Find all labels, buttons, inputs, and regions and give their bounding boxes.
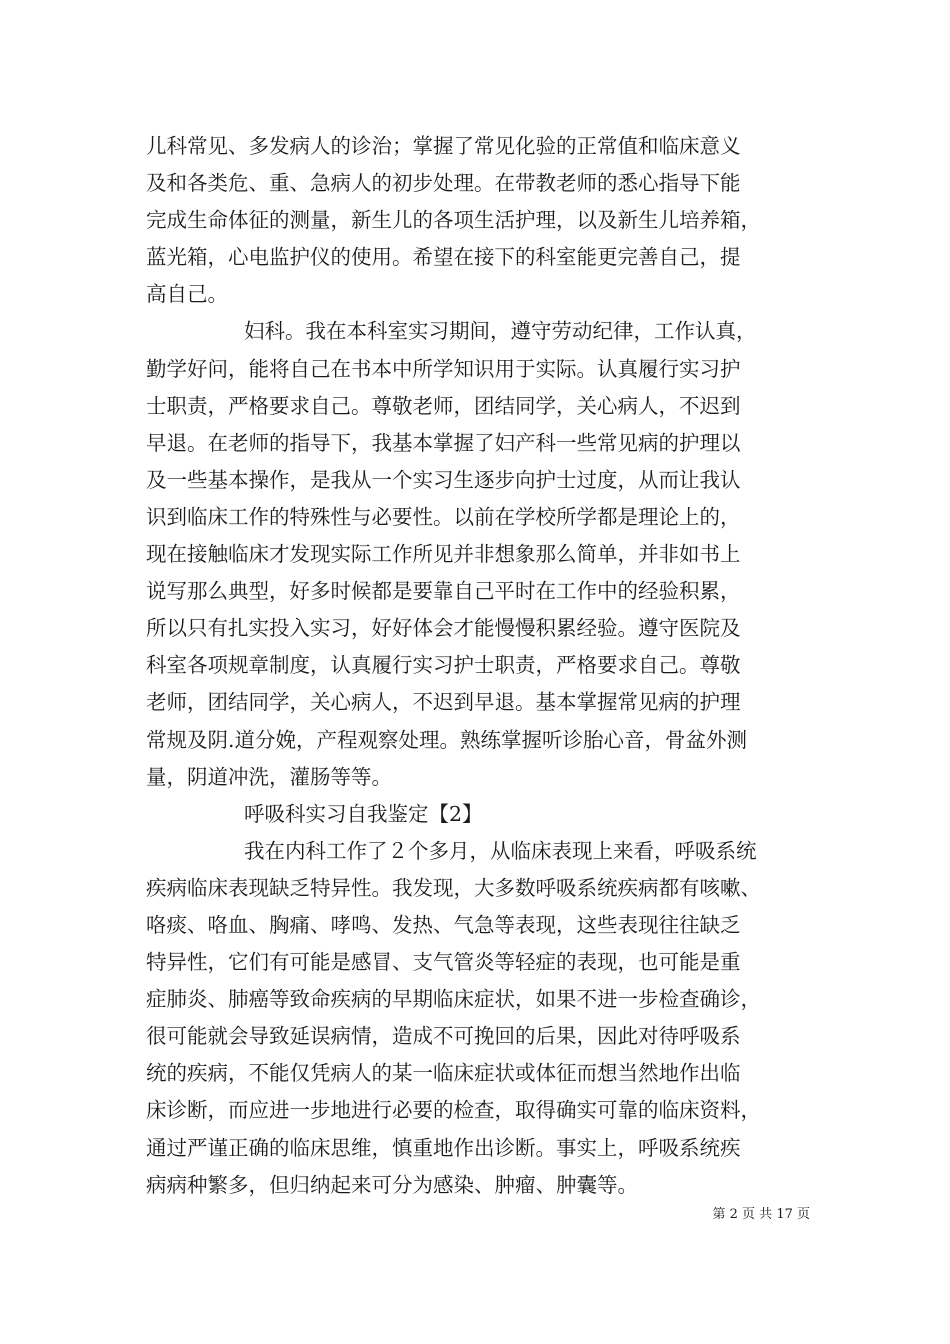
text-line: 勤学好问，能将自己在书本中所学知识用于实际。认真履行实习护 (146, 356, 741, 381)
text-line: 早退。在老师的指导下，我基本掌握了妇产科一些常见病的护理以 (146, 430, 741, 455)
text-line: 现在接触临床才发现实际工作所见并非想象那么简单，并非如书上 (146, 542, 741, 567)
text-line: 呼吸科实习自我鉴定【2】 (244, 801, 483, 826)
text-line: 老师，团结同学，关心病人，不迟到早退。基本掌握常见病的护理 (146, 690, 741, 715)
text-line: 病病种繁多，但归纳起来可分为感染、肿瘤、肿囊等。 (146, 1172, 638, 1197)
text-line: 儿科常见、多发病人的诊治；掌握了常见化验的正常值和临床意义 (146, 134, 741, 158)
text-line: 识到临床工作的特殊性与必要性。以前在学校所学都是理论上的， (146, 504, 741, 529)
text-line: 床诊断，而应进一步地进行必要的检查，取得确实可靠的临床资料， (146, 1098, 761, 1123)
text-line: 量，阴道冲洗，灌肠等等。 (146, 764, 392, 789)
text-line: 完成生命体征的测量，新生儿的各项生活护理，以及新生儿培养箱， (146, 208, 761, 233)
text-line: 很可能就会导致延误病情，造成不可挽回的后果，因此对待呼吸系 (146, 1024, 741, 1049)
text-line: 通过严谨正确的临床思维，慎重地作出诊断。事实上，呼吸系统疾 (146, 1135, 741, 1160)
text-line: 科室各项规章制度，认真履行实习护士职责，严格要求自己。尊敬 (146, 653, 741, 678)
text-line: 统的疾病，不能仅凭病人的某一临床症状或体征而想当然地作出临 (146, 1061, 741, 1086)
text-line: 特异性，它们有可能是感冒、支气管炎等轻症的表现，也可能是重 (146, 950, 741, 975)
page-number-footer: 第 2 页 共 17 页 (712, 1207, 810, 1222)
text-line: 及一些基本操作，是我从一个实习生逐步向护士过度，从而让我认 (146, 467, 741, 492)
text-line: 妇科。我在本科室实习期间，遵守劳动纪律，工作认真， (244, 319, 757, 344)
text-line: 常规及阴.道分娩，产程观察处理。熟练掌握听诊胎心音，骨盆外测 (146, 727, 748, 752)
text-line: 所以只有扎实投入实习，好好体会才能慢慢积累经验。遵守医院及 (146, 616, 741, 641)
text-line: 说写那么典型，好多时候都是要靠自己平时在工作中的经验积累， (146, 579, 741, 604)
text-line: 蓝光箱，心电监护仪的使用。希望在接下的科室能更完善自己，提 (146, 245, 741, 270)
text-line: 症肺炎、肺癌等致命疾病的早期临床症状，如果不进一步检查确诊， (146, 987, 761, 1012)
text-line: 高自己。 (146, 282, 228, 307)
text-line: 咯痰、咯血、胸痛、哮鸣、发热、气急等表现，这些表现往往缺乏 (146, 912, 741, 937)
text-line: 我在内科工作了２个多月，从临床表现上来看，呼吸系统 (244, 838, 757, 863)
text-line: 及和各类危、重、急病人的初步处理。在带教老师的悉心指导下能 (146, 171, 741, 196)
document-body (146, 128, 810, 1204)
text-line: 疾病临床表现缺乏特异性。我发现，大多数呼吸系统疾病都有咳嗽、 (146, 875, 761, 900)
text-line: 士职责，严格要求自己。尊敬老师，团结同学，关心病人，不迟到 (146, 393, 741, 418)
